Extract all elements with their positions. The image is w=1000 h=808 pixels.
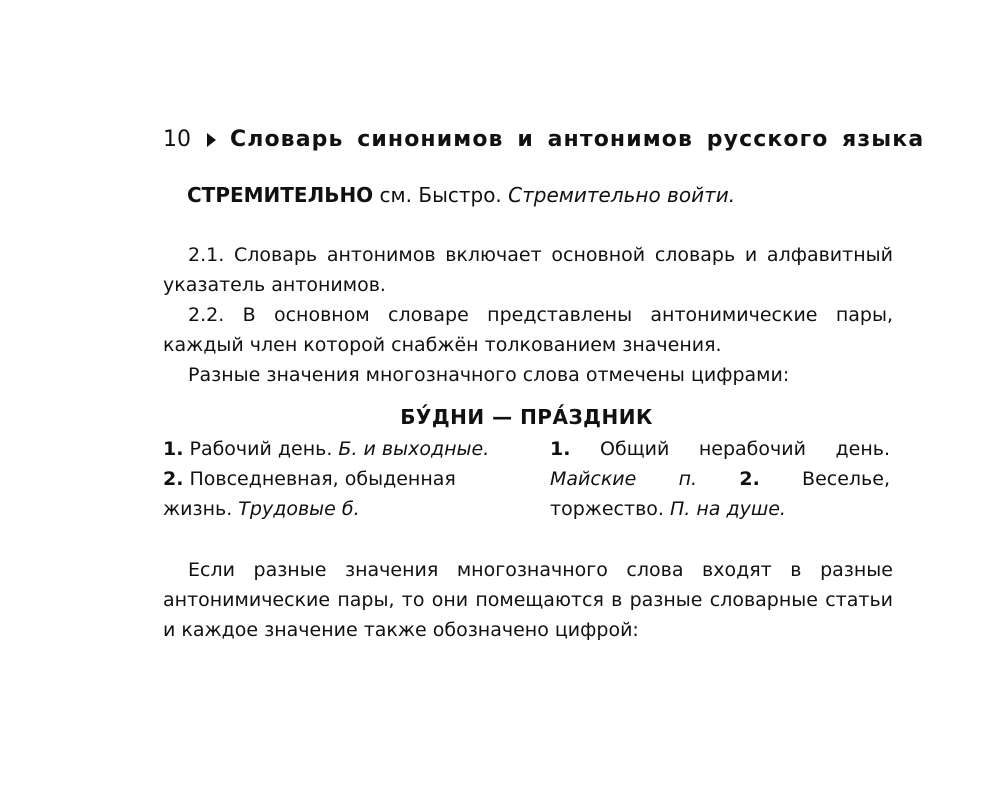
paragraph-separate-entries: Если разные значения многозначного слова входят в разные антонимические пары, то они помещаются в разные словарные статьи и каждое значение также обозначено цифрой: — [163, 559, 893, 641]
page-number: 10 — [163, 127, 191, 152]
meaning-example: Трудовые б. — [238, 498, 360, 520]
meaning-definition: Общий нерабочий день. — [570, 438, 890, 460]
antonym-left-column — [163, 434, 508, 524]
paragraph-2-1: 2.1. Словарь антонимов включает основной словарь и алфавитный указатель антонимов. — [163, 244, 893, 296]
meaning-number: 2. — [739, 468, 760, 490]
paragraph-2-2: 2.2. В основном словаре представлены антонимические пары, каждый член которой снабжён толкованием значения. — [163, 304, 893, 356]
meaning-definition: Повседневная, обыденная жизнь. — [163, 468, 456, 520]
meaning-example: Б. и выходные. — [338, 438, 490, 460]
meaning-number: 1. — [163, 438, 184, 460]
paragraph-meanings-intro: Разные значения многозначного слова отмечены цифрами: — [188, 364, 790, 386]
meaning-example: П. на душе. — [669, 498, 786, 520]
meaning-definition: Рабочий день. — [183, 438, 339, 460]
meaning-definition: Веселье, торжество. — [550, 468, 890, 520]
entry-headword: СТРЕМИТЕЛЬНО — [187, 183, 374, 207]
entry-reference: см. Быстро. — [373, 183, 509, 207]
triangle-right-icon — [207, 133, 216, 147]
antonym-right-column — [550, 434, 890, 524]
running-header — [163, 124, 925, 156]
meaning-number: 2. — [163, 468, 184, 490]
dictionary-entry — [187, 178, 735, 212]
book-title: Словарь синонимов и антонимов русского языка — [230, 127, 925, 152]
meaning-example: Майские п. — [550, 468, 698, 490]
entry-example: Стремительно войти. — [508, 183, 736, 207]
meaning-number: 1. — [550, 438, 571, 460]
antonym-pair-title: БУ́ДНИ — ПРА́ЗДНИК — [400, 405, 653, 429]
